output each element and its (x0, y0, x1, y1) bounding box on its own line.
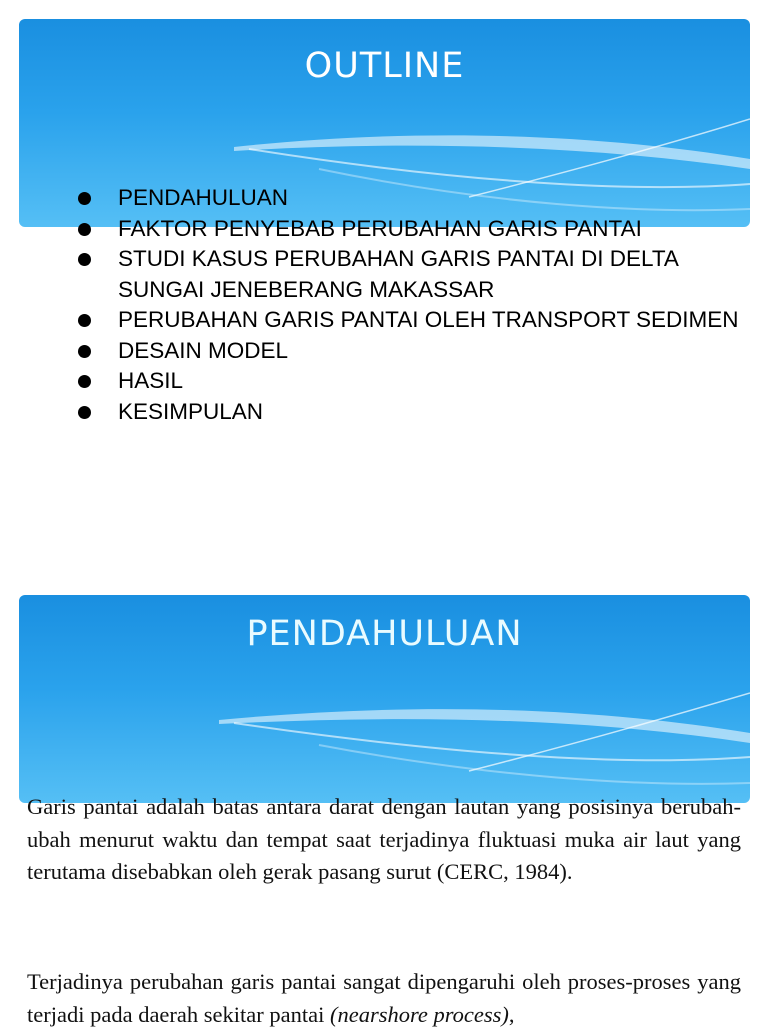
bullet-icon (78, 345, 91, 358)
list-item: PENDAHULUAN (72, 183, 752, 214)
slide-title: OUTLINE (304, 46, 465, 86)
pendahuluan-header-banner (19, 595, 750, 803)
outline-list (72, 183, 752, 427)
bullet-icon (78, 192, 91, 205)
bullet-icon (78, 375, 91, 388)
bullet-icon (78, 223, 91, 236)
bullet-icon (78, 253, 91, 266)
list-item: KESIMPULAN (72, 397, 752, 428)
second-paragraph: Terjadinya perubahan garis pantai sangat dipengaruhi oleh proses-proses yang terjadi pada daerah sekitar pantai (nearshore process), (27, 969, 741, 1027)
list-item: HASIL (72, 366, 752, 397)
list-item: DESAIN MODEL (72, 336, 752, 367)
list-item: STUDI KASUS PERUBAHAN GARIS PANTAI DI DELTA SUNGAI JENEBERANG MAKASSAR (72, 244, 752, 305)
list-item: PERUBAHAN GARIS PANTAI OLEH TRANSPORT SEDIMEN (72, 305, 752, 336)
intro-paragraph: Garis pantai adalah batas antara darat dengan lautan yang posisinya berubah-ubah menurut waktu dan tempat saat terjadinya fluktuasi muka air laut yang terutama disebabkan oleh gerak pasang surut (CERC, 1984). (27, 794, 741, 885)
slide-title: PENDAHULUAN (246, 614, 523, 654)
bullet-icon (78, 314, 91, 327)
bullet-icon (78, 406, 91, 419)
list-item: FAKTOR PENYEBAB PERUBAHAN GARIS PANTAI (72, 214, 752, 245)
